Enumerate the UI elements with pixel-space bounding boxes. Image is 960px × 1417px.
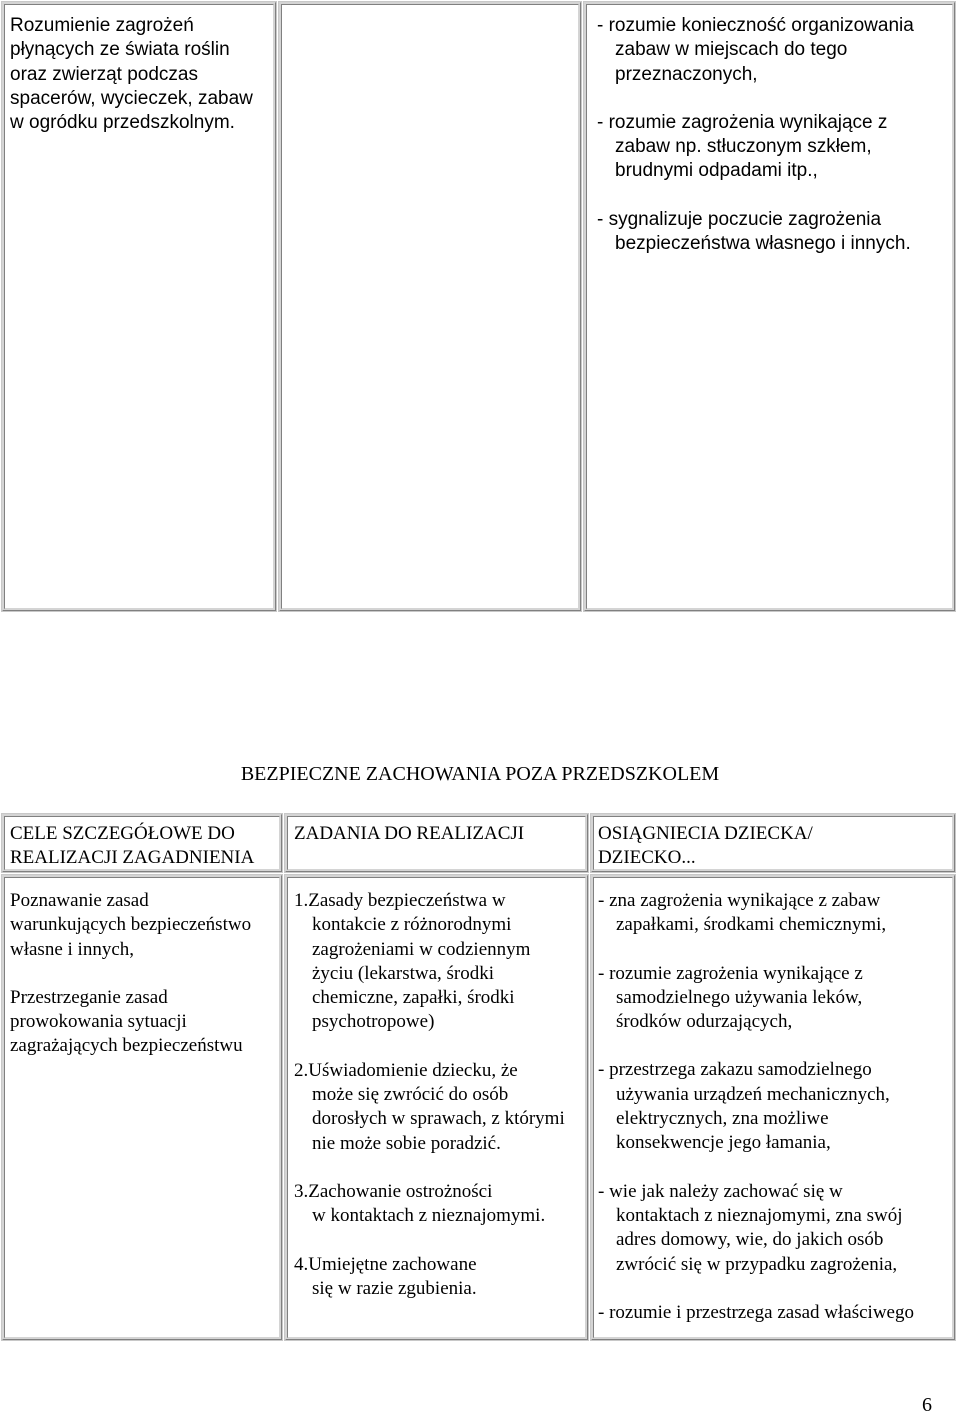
achievements-text — [598, 889, 914, 1325]
achievement-item — [597, 208, 914, 257]
text-line: samodzielnego używania leków, — [616, 986, 863, 1008]
text-line: może się zwrócić do osób — [312, 1084, 509, 1106]
achievement-item — [598, 962, 914, 1035]
text-line: - rozumie i przestrzega zasad właściwego — [598, 1301, 914, 1323]
achievement-item — [597, 111, 914, 184]
text-line: spacerów, wycieczek, zabaw — [10, 87, 253, 109]
text-line: - zna zagrożenia wynikające z zabaw — [598, 890, 881, 911]
text-line: zapałkami, środkami chemicznymi, — [616, 914, 887, 936]
text-line: bezpieczeństwa własnego i innych. — [615, 233, 911, 255]
text-line: Poznawanie zasad — [10, 890, 149, 911]
text-line: życiu (lekarstwa, środki — [312, 962, 495, 984]
text-line: - wie jak należy zachować się w — [598, 1180, 843, 1202]
text-line: - przestrzega zakazu samodzielnego — [598, 1059, 872, 1081]
page-number: 6 — [922, 1394, 932, 1416]
top-achievements-text — [597, 14, 914, 256]
achievement-item — [598, 889, 914, 938]
achievement-item — [598, 1180, 914, 1277]
text-line: płynących ze świata roślin — [10, 39, 230, 61]
text-line: DZIECKO... — [598, 847, 696, 869]
top-table-cell-tasks — [279, 2, 581, 611]
text-line: chemiczne, zapałki, środki — [312, 987, 515, 1009]
text-line: prowokowania sytuacji — [10, 1011, 187, 1033]
text-line: ZADANIA DO REALIZACJI — [294, 823, 525, 844]
text-line: Rozumienie zagrożeń — [10, 15, 194, 36]
text-line: - rozumie konieczność organizowania — [597, 15, 914, 36]
task-item — [294, 1253, 565, 1302]
text-line: się w razie zgubienia. — [312, 1277, 477, 1299]
goal-item — [10, 889, 251, 962]
text-line: zagrażających bezpieczeństwu — [10, 1035, 243, 1057]
text-line: 4.Umiejętne zachowane — [294, 1253, 477, 1275]
text-line: Przestrzeganie zasad — [10, 986, 168, 1008]
section-heading: BEZPIECZNE ZACHOWANIA POZA PRZEDSZKOLEM — [240, 763, 720, 785]
task-item — [294, 1059, 565, 1156]
tasks-text — [294, 889, 565, 1301]
header-achievements — [598, 822, 813, 871]
text-line: kontaktach z nieznajomymi, zna swój — [616, 1204, 903, 1226]
text-line: CELE SZCZEGÓŁOWE DO — [10, 823, 235, 844]
text-line: środków odurzających, — [616, 1011, 793, 1033]
goal-item — [10, 986, 251, 1059]
achievement-item — [598, 1301, 914, 1325]
text-line: REALIZACJI ZAGADNIENIA — [10, 847, 255, 869]
task-item — [294, 1180, 565, 1229]
text-line: używania urządzeń mechanicznych, — [616, 1083, 890, 1105]
header-goals — [10, 822, 254, 871]
text-line: dorosłych w sprawach, z którymi — [312, 1108, 565, 1130]
text-line: nie może sobie poradzić. — [312, 1132, 501, 1154]
text-line: elektrycznych, zna możliwe — [616, 1108, 829, 1130]
text-line: konsekwencje jego łamania, — [616, 1132, 831, 1154]
text-line: zwrócić się w przypadku zagrożenia, — [616, 1253, 898, 1275]
text-line: w kontaktach z nieznajomymi. — [312, 1205, 546, 1227]
text-line: brudnymi odpadami itp., — [615, 160, 818, 182]
task-item — [294, 889, 565, 1035]
text-line: zabaw w miejscach do tego — [615, 39, 848, 61]
text-line: - sygnalizuje poczucie zagrożenia — [597, 208, 882, 230]
text-line: 3.Zachowanie ostrożności — [294, 1180, 493, 1202]
text-line: w ogródku przedszkolnym. — [10, 112, 235, 134]
text-line: - rozumie zagrożenia wynikające z — [598, 962, 863, 984]
text-line: - rozumie zagrożenia wynikające z — [597, 111, 888, 133]
header-tasks — [294, 822, 524, 846]
text-line: kontakcie z różnorodnymi — [312, 914, 512, 936]
text-line: zabaw np. stłuczonym szkłem, — [615, 136, 872, 158]
achievement-item — [598, 1058, 914, 1155]
text-line: własne i innych, — [10, 938, 135, 960]
text-line: OSIĄGNIECIA DZIECKA/ — [598, 823, 813, 844]
text-line: zagrożeniami w codziennym — [312, 938, 531, 960]
text-line: psychotropowe) — [312, 1011, 435, 1033]
achievement-item — [597, 14, 914, 87]
text-line: przeznaczonych, — [615, 63, 758, 85]
text-line: oraz zwierząt podczas — [10, 63, 198, 85]
text-line: adres domowy, wie, do jakich osób — [616, 1229, 884, 1251]
text-line: warunkujących bezpieczeństwo — [10, 914, 252, 936]
text-line: 1.Zasady bezpieczeństwa w — [294, 890, 506, 911]
top-goal-text — [10, 14, 253, 135]
goals-text — [10, 889, 251, 1059]
text-line: 2.Uświadomienie dziecku, że — [294, 1059, 518, 1081]
